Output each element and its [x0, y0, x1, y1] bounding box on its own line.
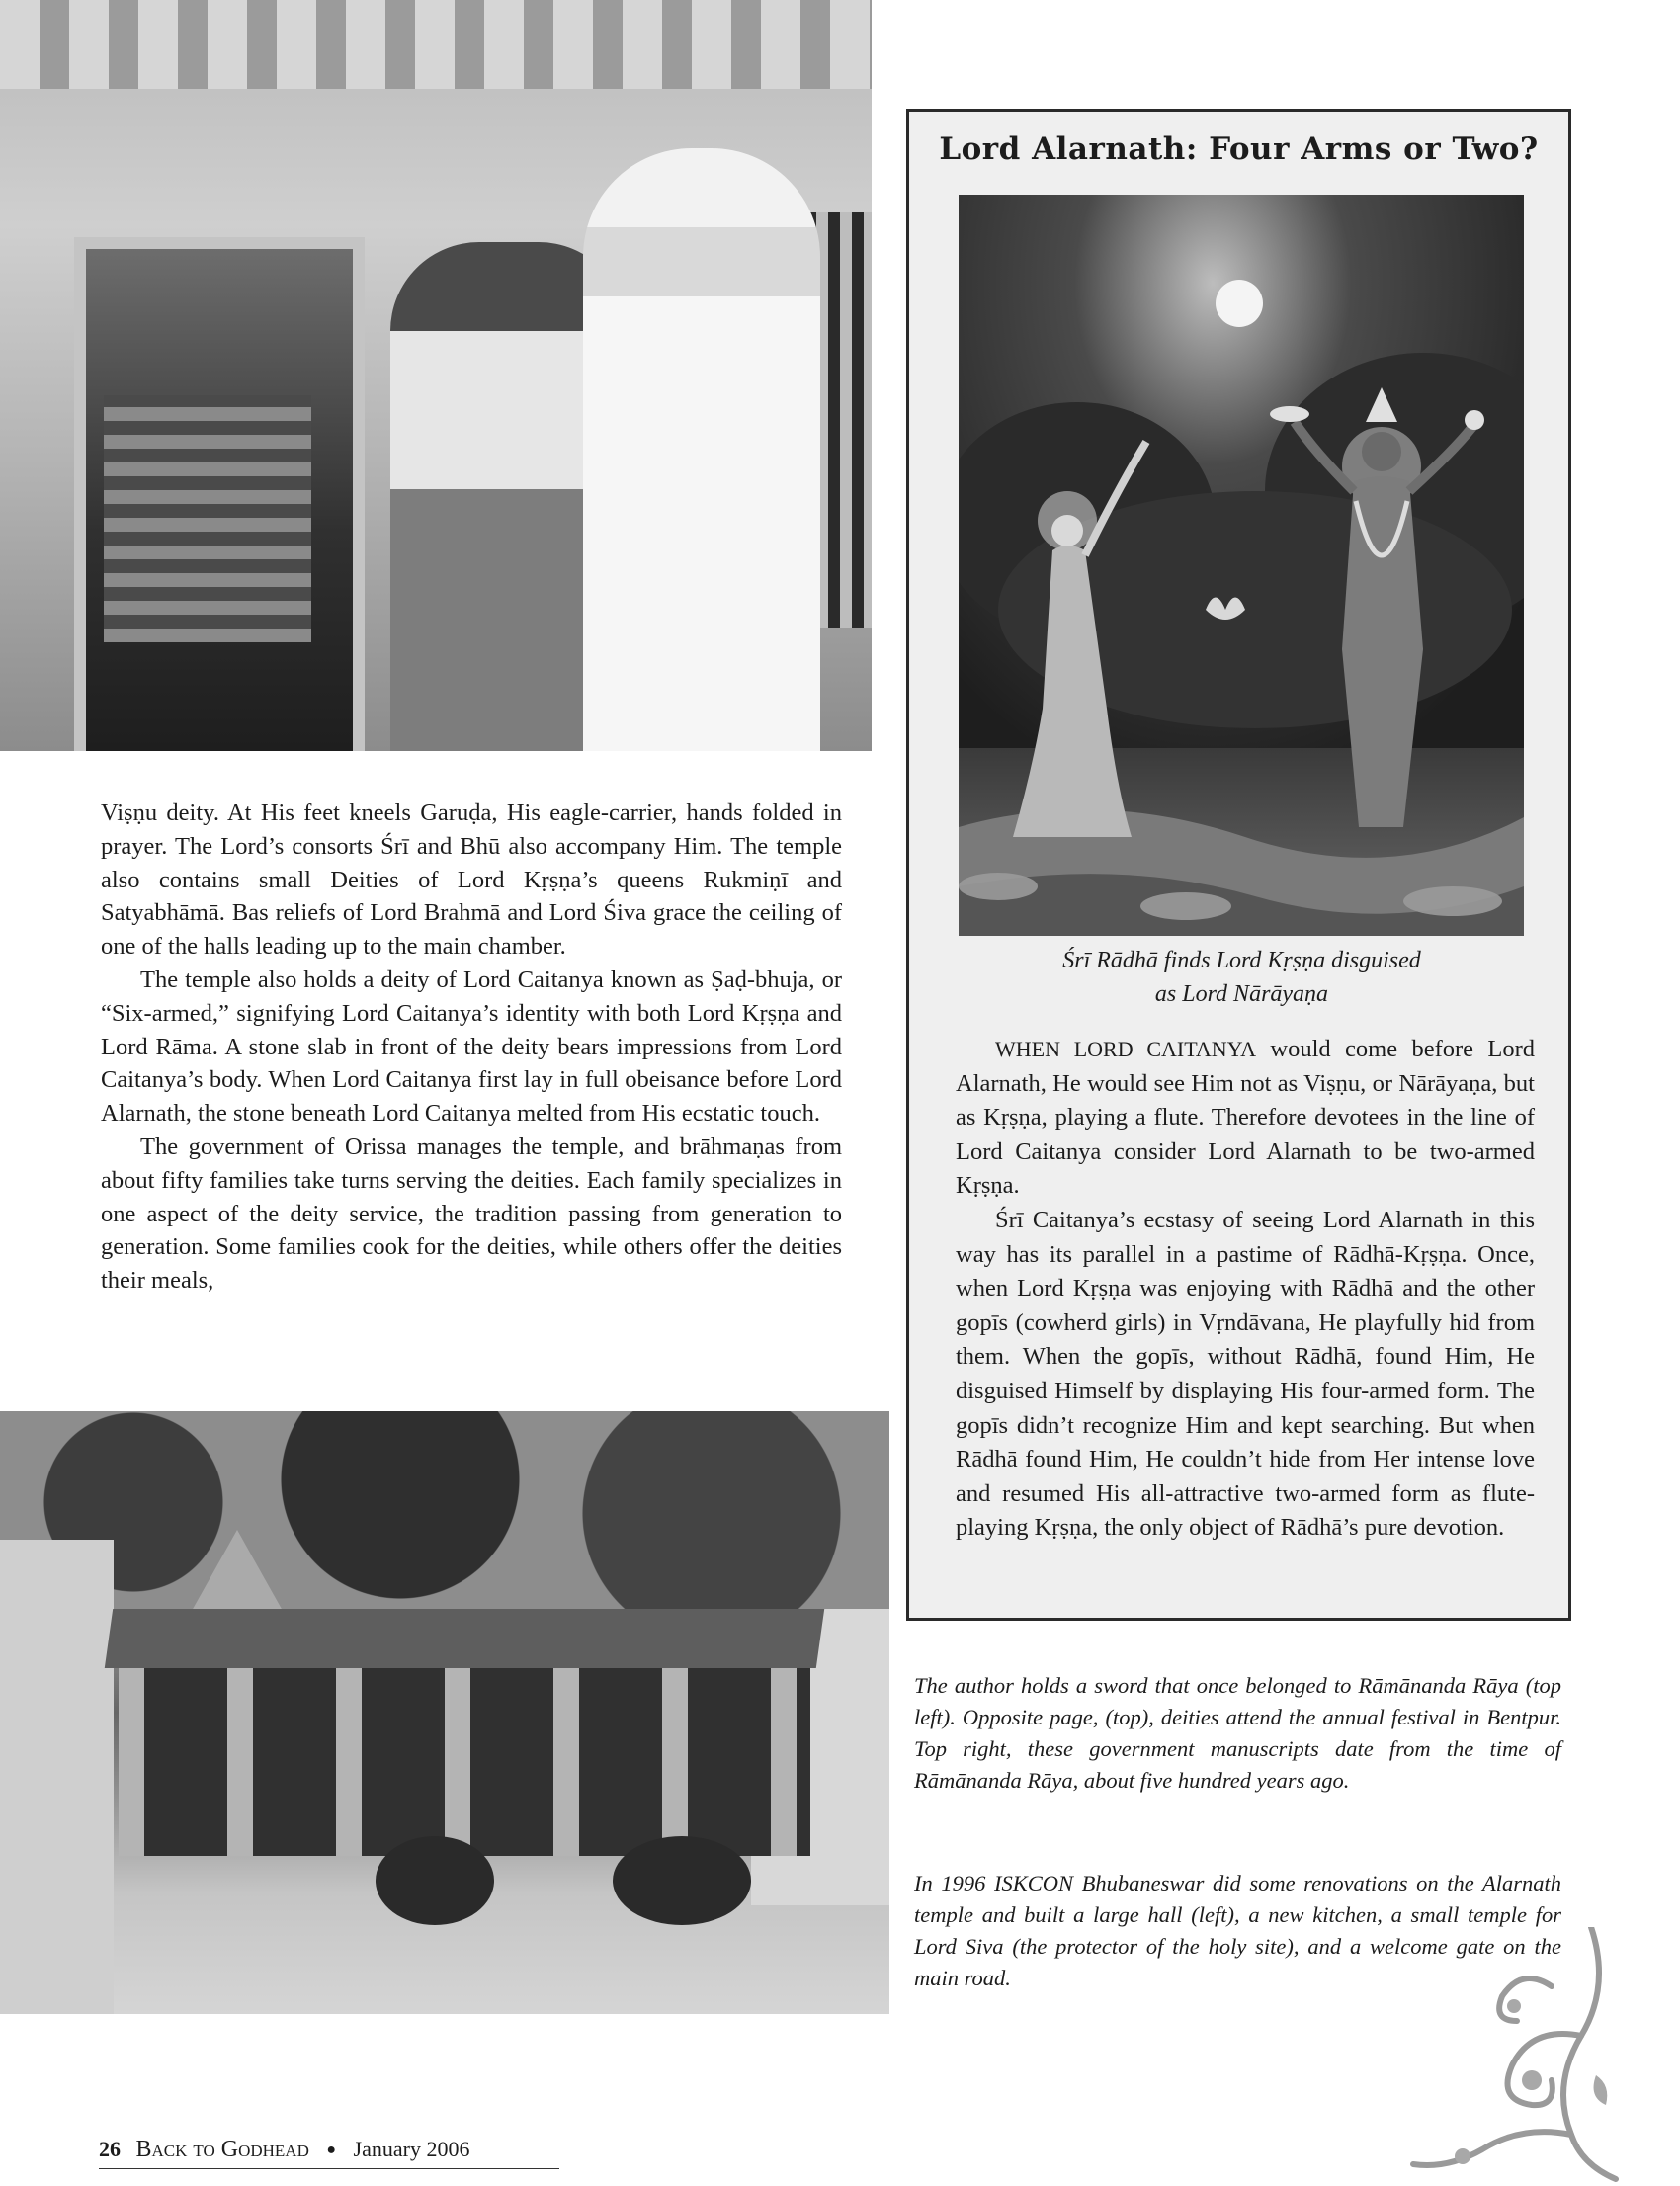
issue-date: January 2006 [353, 2137, 470, 2161]
sidebar-title: Lord Alarnath: Four Arms or Two? [939, 131, 1539, 167]
body-paragraph-2: The temple also holds a deity of Lord Caitanya known as Ṣaḍ-bhuja, or “Six-armed,” signifying Lord Caitanya’s identity with both Lord Kṛṣṇa and Lord Rāma. A stone slab in front of the deity bears impressions from Lord Caitanya’s body. When Lord Caitanya first lay in full obeisance before Lord Alarnath, the stone beneath Lord Caitanya melted from His ecstatic touch. [101, 966, 842, 1128]
shrub-left [376, 1836, 494, 1925]
sidebar-lead-in: WHEN LORD CAITANYA [995, 1037, 1257, 1061]
ceiling-frieze [0, 0, 872, 89]
shrine-altar [104, 395, 311, 642]
author-figure [583, 148, 820, 751]
shrub-right [613, 1836, 751, 1925]
painting-caption [939, 944, 1545, 1011]
photo-caption-top: The author holds a sword that once belonged to Rāmānanda Rāya (top left). Opposite page, (top), deities attend the annual festival in Bentpur. Top right, these government manuscripts date from the time of Rāmānanda Rāya, about five hundred years ago. [914, 1673, 1561, 1793]
bullet-separator-icon: ● [326, 2142, 337, 2158]
body-paragraph-3: The government of Orissa manages the temple, and brāhmaṇas from about fifty families take turns serving the deities. Each family specializes in one aspect of the deity service, the tradition passing from generation to generation. Some families cook for the deities, while others offer the deities their meals, [101, 1133, 842, 1295]
magazine-name: Back to Godhead [135, 2137, 309, 2162]
page-footer [99, 2137, 559, 2169]
hall-pillars [119, 1668, 810, 1856]
sidebar-text [956, 1033, 1535, 1546]
photo-caption-bottom: In 1996 ISKCON Bhubaneswar did some renovations on the Alarnath temple and built a large hall (left), a new kitchen, a small temple for Lord Siva (the protector of the holy site), and a welcome gate on the main road. [914, 1871, 1561, 1990]
palm-trees [0, 1411, 889, 1639]
radha-krsna-painting [959, 195, 1524, 936]
moon [1216, 280, 1263, 327]
page-number: 26 [99, 2137, 121, 2161]
left-building [0, 1540, 114, 2014]
painting-artwork [959, 195, 1524, 936]
sidebar-paragraph-1 [956, 1033, 1535, 1204]
sidebar-box [906, 109, 1571, 1621]
sidebar-paragraph-2: Śrī Caitanya’s ecstasy of seeing Lord Alarnath in this way has its parallel in a pastime of Rādhā-Kṛṣṇa. Once, when Lord Kṛṣṇa was enjoying with Rādhā and the other gopīs (cowherd girls) in Vṛndāvana, He playfully hid from them. When the gopīs, without Rādhā, found Him, He disguised Himself by displaying His four-armed form. The gopīs didn’t recognize Him and kept searching. But when Rādhā found Him, He couldn’t hide from Her intense love and resumed His all-attractive two-armed form as flute-playing Kṛṣṇa, the only object of Rādhā’s pure devotion. [956, 1206, 1535, 1542]
floral-ornament-icon [1403, 1927, 1621, 2184]
sidebar-paragraph-1-text: would come before Lord Alarnath, He would see Him not as Viṣṇu, or Nārāyaṇa, but as Kṛṣṇa, playing a flute. Therefore devotees in the line of Lord Caitanya consider Lord Alarnath to be two-armed Kṛṣṇa. [956, 1036, 1535, 1200]
painting-caption-line-1: Śrī Rādhā finds Lord Kṛṣṇa disguised [1062, 948, 1421, 973]
temple-hall-photo [0, 1411, 889, 2014]
article-body [101, 797, 842, 1298]
hall-roof [105, 1609, 824, 1668]
body-paragraph-1: Viṣṇu deity. At His feet kneels Garuḍa, His eagle-carrier, hands folded in prayer. The Lord’s consorts Śrī and Bhū also accompany Him. The temple also contains small Deities of Lord Kṛṣṇa’s queens Rukmiṇī and Satyabhāmā. Bas reliefs of Lord Brahmā and Lord Śiva grace the ceiling of one of the halls leading up to the main chamber. [101, 799, 842, 961]
author-with-priest-photo [0, 0, 872, 751]
painting-caption-line-2: as Lord Nārāyaṇa [1154, 981, 1329, 1007]
